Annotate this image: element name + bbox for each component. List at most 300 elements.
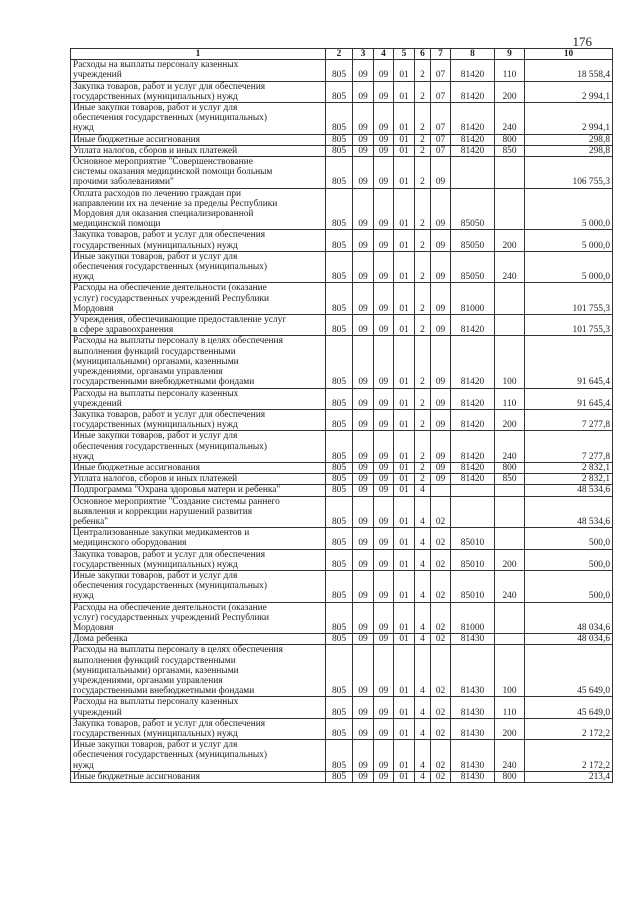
table-row [71, 283, 613, 315]
code-cell-5: 01 [394, 771, 415, 782]
code-cell-4: 09 [374, 431, 394, 463]
amount-cell: 101 755,3 [525, 283, 613, 315]
code-cell-9: 110 [495, 697, 525, 718]
row-name: Закупка товаров, работ и услуг для обеспечения государственных (муниципальных) нужд [71, 81, 326, 102]
code-cell-4: 09 [374, 388, 394, 409]
code-cell-7: 07 [431, 145, 451, 156]
row-name: Расходы на обеспечение деятельности (оказание услуг) государственных учреждений Республики Мордовия [71, 283, 326, 315]
code-cell-2: 805 [326, 634, 353, 645]
code-cell-6: 4 [415, 771, 431, 782]
code-cell-3: 09 [353, 602, 374, 634]
code-cell-2: 805 [326, 528, 353, 549]
code-cell-5: 01 [394, 409, 415, 430]
table-row [71, 336, 613, 388]
row-name: Закупка товаров, работ и услуг для обеспечения государственных (муниципальных) нужд [71, 230, 326, 251]
code-cell-9: 200 [495, 718, 525, 739]
code-cell-2: 805 [326, 60, 353, 81]
code-cell-3: 09 [353, 145, 374, 156]
code-cell-6: 4 [415, 634, 431, 645]
code-cell-7: 02 [431, 740, 451, 772]
code-cell-9: 100 [495, 336, 525, 388]
row-name: Расходы на обеспечение деятельности (оказание услуг) государственных учреждений Республики Мордовия [71, 602, 326, 634]
code-cell-6: 2 [415, 431, 431, 463]
code-cell-3: 09 [353, 81, 374, 102]
code-cell-3: 09 [353, 697, 374, 718]
amount-cell: 5 000,0 [525, 230, 613, 251]
code-cell-8: 81420 [451, 60, 495, 81]
row-name: Централизованные закупки медикаментов и медицинского оборудования [71, 528, 326, 549]
code-cell-9: 200 [495, 409, 525, 430]
code-cell-8: 81420 [451, 81, 495, 102]
table-row [71, 645, 613, 697]
code-cell-2: 805 [326, 718, 353, 739]
code-cell-3: 09 [353, 496, 374, 528]
code-cell-5: 01 [394, 103, 415, 135]
code-cell-5: 01 [394, 528, 415, 549]
column-header-7: 7 [431, 49, 451, 60]
code-cell-9: 240 [495, 103, 525, 135]
code-cell-6: 2 [415, 283, 431, 315]
row-name: Закупка товаров, работ и услуг для обеспечения государственных (муниципальных) нужд [71, 718, 326, 739]
code-cell-9 [495, 602, 525, 634]
code-cell-3: 09 [353, 409, 374, 430]
code-cell-3: 09 [353, 336, 374, 388]
code-cell-6: 2 [415, 315, 431, 336]
code-cell-3: 09 [353, 485, 374, 496]
code-cell-5: 01 [394, 157, 415, 189]
code-cell-7: 09 [431, 336, 451, 388]
amount-cell: 298,8 [525, 134, 613, 145]
code-cell-7: 02 [431, 771, 451, 782]
code-cell-4: 09 [374, 474, 394, 485]
code-cell-3: 09 [353, 188, 374, 230]
code-cell-2: 805 [326, 570, 353, 602]
amount-cell: 2 994,1 [525, 103, 613, 135]
code-cell-6: 2 [415, 409, 431, 430]
table-row [71, 549, 613, 570]
table-row [71, 60, 613, 81]
code-cell-9 [495, 496, 525, 528]
code-cell-5: 01 [394, 718, 415, 739]
code-cell-5: 01 [394, 740, 415, 772]
row-name: Уплата налогов, сборов и иных платежей [71, 145, 326, 156]
code-cell-6: 2 [415, 157, 431, 189]
code-cell-3: 09 [353, 388, 374, 409]
code-cell-2: 805 [326, 474, 353, 485]
code-cell-4: 09 [374, 570, 394, 602]
row-name: Расходы на выплаты персоналу в целях обеспечения выполнения функций государственными (муниципальными) органами, казенными учреждениями, органами управления государственными внебюджетными фондами [71, 336, 326, 388]
code-cell-9: 850 [495, 474, 525, 485]
column-header-5: 5 [394, 49, 415, 60]
table-header-row [71, 49, 613, 60]
row-name: Закупка товаров, работ и услуг для обеспечения государственных (муниципальных) нужд [71, 549, 326, 570]
code-cell-5: 01 [394, 462, 415, 473]
code-cell-9 [495, 283, 525, 315]
code-cell-5: 01 [394, 134, 415, 145]
row-name: Иные бюджетные ассигнования [71, 771, 326, 782]
table-row [71, 771, 613, 782]
table-row [71, 230, 613, 251]
code-cell-4: 09 [374, 283, 394, 315]
code-cell-6: 4 [415, 570, 431, 602]
code-cell-3: 09 [353, 771, 374, 782]
row-name: Расходы на выплаты персоналу казенных учреждений [71, 60, 326, 81]
amount-cell: 101 755,3 [525, 315, 613, 336]
code-cell-5: 01 [394, 431, 415, 463]
code-cell-7: 09 [431, 283, 451, 315]
code-cell-8: 81420 [451, 462, 495, 473]
code-cell-7: 02 [431, 549, 451, 570]
row-name: Основное мероприятие "Создание системы раннего выявления и коррекции нарушений развития ребенка" [71, 496, 326, 528]
code-cell-9: 110 [495, 388, 525, 409]
code-cell-7: 09 [431, 409, 451, 430]
code-cell-9: 800 [495, 462, 525, 473]
code-cell-3: 09 [353, 60, 374, 81]
code-cell-7: 02 [431, 496, 451, 528]
code-cell-2: 805 [326, 134, 353, 145]
code-cell-4: 09 [374, 528, 394, 549]
row-name: Подпрограмма "Охрана здоровья матери и ребенка" [71, 485, 326, 496]
code-cell-2: 805 [326, 103, 353, 135]
row-name: Иные закупки товаров, работ и услуг для обеспечения государственных (муниципальных) нужд [71, 570, 326, 602]
code-cell-2: 805 [326, 771, 353, 782]
code-cell-6: 2 [415, 60, 431, 81]
table-row [71, 431, 613, 463]
table-row [71, 103, 613, 135]
code-cell-5: 01 [394, 496, 415, 528]
row-name: Уплата налогов, сборов и иных платежей [71, 474, 326, 485]
amount-cell: 213,4 [525, 771, 613, 782]
row-name: Расходы на выплаты персоналу казенных учреждений [71, 697, 326, 718]
code-cell-9: 800 [495, 134, 525, 145]
table-row [71, 634, 613, 645]
code-cell-6: 2 [415, 230, 431, 251]
code-cell-5: 01 [394, 634, 415, 645]
code-cell-8: 81420 [451, 145, 495, 156]
code-cell-9: 240 [495, 740, 525, 772]
column-header-9: 9 [495, 49, 525, 60]
code-cell-3: 09 [353, 462, 374, 473]
code-cell-3: 09 [353, 570, 374, 602]
code-cell-7: 09 [431, 315, 451, 336]
amount-cell: 5 000,0 [525, 251, 613, 283]
code-cell-9 [495, 528, 525, 549]
row-name: Иные бюджетные ассигнования [71, 134, 326, 145]
table-row [71, 388, 613, 409]
code-cell-9 [495, 485, 525, 496]
code-cell-2: 805 [326, 157, 353, 189]
code-cell-9: 110 [495, 60, 525, 81]
code-cell-3: 09 [353, 549, 374, 570]
code-cell-5: 01 [394, 697, 415, 718]
code-cell-2: 805 [326, 388, 353, 409]
code-cell-5: 01 [394, 81, 415, 102]
code-cell-2: 805 [326, 431, 353, 463]
code-cell-7: 02 [431, 602, 451, 634]
code-cell-7: 09 [431, 157, 451, 189]
row-name: Расходы на выплаты персоналу казенных учреждений [71, 388, 326, 409]
code-cell-4: 09 [374, 188, 394, 230]
code-cell-8: 81430 [451, 645, 495, 697]
code-cell-2: 805 [326, 645, 353, 697]
code-cell-2: 805 [326, 409, 353, 430]
code-cell-8 [451, 157, 495, 189]
code-cell-4: 09 [374, 103, 394, 135]
code-cell-9: 100 [495, 645, 525, 697]
code-cell-7: 07 [431, 60, 451, 81]
table-row [71, 697, 613, 718]
amount-cell: 91 645,4 [525, 388, 613, 409]
code-cell-4: 09 [374, 740, 394, 772]
table-row [71, 251, 613, 283]
page-number: 176 [572, 34, 592, 49]
code-cell-4: 09 [374, 145, 394, 156]
code-cell-3: 09 [353, 740, 374, 772]
code-cell-2: 805 [326, 81, 353, 102]
row-name: Иные закупки товаров, работ и услуг для обеспечения государственных (муниципальных) нужд [71, 431, 326, 463]
code-cell-2: 805 [326, 315, 353, 336]
code-cell-4: 09 [374, 251, 394, 283]
code-cell-2: 805 [326, 230, 353, 251]
column-header-10: 10 [525, 49, 613, 60]
code-cell-7: 09 [431, 431, 451, 463]
code-cell-7: 02 [431, 645, 451, 697]
code-cell-9: 240 [495, 251, 525, 283]
code-cell-8: 81430 [451, 697, 495, 718]
code-cell-4: 09 [374, 409, 394, 430]
table-row [71, 485, 613, 496]
code-cell-9 [495, 157, 525, 189]
table-row [71, 740, 613, 772]
row-name: Иные закупки товаров, работ и услуг для обеспечения государственных (муниципальных) нужд [71, 251, 326, 283]
code-cell-7: 07 [431, 103, 451, 135]
amount-cell: 2 832,1 [525, 474, 613, 485]
code-cell-2: 805 [326, 485, 353, 496]
code-cell-3: 09 [353, 645, 374, 697]
code-cell-8: 81420 [451, 388, 495, 409]
code-cell-6: 2 [415, 251, 431, 283]
table-row [71, 474, 613, 485]
code-cell-5: 01 [394, 549, 415, 570]
code-cell-5: 01 [394, 485, 415, 496]
code-cell-2: 805 [326, 336, 353, 388]
code-cell-4: 09 [374, 462, 394, 473]
code-cell-3: 09 [353, 230, 374, 251]
code-cell-9: 200 [495, 230, 525, 251]
table-row [71, 134, 613, 145]
budget-table [70, 48, 613, 783]
code-cell-4: 09 [374, 771, 394, 782]
table-row [71, 602, 613, 634]
amount-cell: 7 277,8 [525, 431, 613, 463]
amount-cell: 500,0 [525, 570, 613, 602]
row-name: Расходы на выплаты персоналу в целях обеспечения выполнения функций государственными (муниципальными) органами, казенными учреждениями, органами управления государственными внебюджетными фондами [71, 645, 326, 697]
amount-cell: 48 034,6 [525, 634, 613, 645]
code-cell-8: 85050 [451, 188, 495, 230]
code-cell-2: 805 [326, 188, 353, 230]
code-cell-6: 2 [415, 103, 431, 135]
code-cell-8: 85010 [451, 528, 495, 549]
column-header-2: 2 [326, 49, 353, 60]
code-cell-7: 09 [431, 230, 451, 251]
table-row [71, 188, 613, 230]
code-cell-5: 01 [394, 570, 415, 602]
code-cell-6: 2 [415, 134, 431, 145]
code-cell-8: 85010 [451, 570, 495, 602]
code-cell-5: 01 [394, 251, 415, 283]
amount-cell: 45 649,0 [525, 645, 613, 697]
code-cell-3: 09 [353, 528, 374, 549]
code-cell-4: 09 [374, 549, 394, 570]
code-cell-6: 2 [415, 474, 431, 485]
code-cell-7: 07 [431, 81, 451, 102]
code-cell-7: 02 [431, 570, 451, 602]
code-cell-4: 09 [374, 602, 394, 634]
code-cell-8: 81430 [451, 634, 495, 645]
code-cell-3: 09 [353, 474, 374, 485]
code-cell-6: 2 [415, 462, 431, 473]
code-cell-9 [495, 634, 525, 645]
code-cell-5: 01 [394, 602, 415, 634]
code-cell-7: 09 [431, 462, 451, 473]
code-cell-6: 4 [415, 485, 431, 496]
code-cell-4: 09 [374, 634, 394, 645]
code-cell-3: 09 [353, 634, 374, 645]
code-cell-8 [451, 485, 495, 496]
table-row [71, 718, 613, 739]
table-row [71, 528, 613, 549]
code-cell-3: 09 [353, 103, 374, 135]
code-cell-8: 81420 [451, 474, 495, 485]
row-name: Иные закупки товаров, работ и услуг для обеспечения государственных (муниципальных) нужд [71, 103, 326, 135]
code-cell-5: 01 [394, 60, 415, 81]
code-cell-5: 01 [394, 283, 415, 315]
code-cell-5: 01 [394, 188, 415, 230]
code-cell-6: 2 [415, 81, 431, 102]
column-header-1: 1 [71, 49, 326, 60]
code-cell-4: 09 [374, 157, 394, 189]
code-cell-8: 81420 [451, 409, 495, 430]
code-cell-5: 01 [394, 645, 415, 697]
code-cell-2: 805 [326, 251, 353, 283]
amount-cell: 106 755,3 [525, 157, 613, 189]
amount-cell: 48 534,6 [525, 485, 613, 496]
amount-cell: 2 172,2 [525, 740, 613, 772]
code-cell-4: 09 [374, 645, 394, 697]
code-cell-7: 09 [431, 188, 451, 230]
code-cell-8: 81000 [451, 283, 495, 315]
code-cell-9: 240 [495, 570, 525, 602]
code-cell-9 [495, 315, 525, 336]
code-cell-6: 4 [415, 697, 431, 718]
amount-cell: 7 277,8 [525, 409, 613, 430]
amount-cell: 2 172,2 [525, 718, 613, 739]
code-cell-7: 02 [431, 718, 451, 739]
code-cell-8 [451, 496, 495, 528]
code-cell-6: 4 [415, 645, 431, 697]
row-name: Оплата расходов по лечению граждан при направлении их на лечение за пределы Республики Мордовия для оказания специализированной медицинской помощи [71, 188, 326, 230]
code-cell-8: 81420 [451, 103, 495, 135]
table-row [71, 145, 613, 156]
code-cell-9: 200 [495, 549, 525, 570]
code-cell-6: 2 [415, 388, 431, 409]
table-row [71, 157, 613, 189]
code-cell-9: 240 [495, 431, 525, 463]
code-cell-4: 09 [374, 315, 394, 336]
code-cell-7: 09 [431, 388, 451, 409]
row-name: Иные бюджетные ассигнования [71, 462, 326, 473]
code-cell-7: 07 [431, 134, 451, 145]
code-cell-6: 4 [415, 528, 431, 549]
code-cell-2: 805 [326, 549, 353, 570]
code-cell-8: 81000 [451, 602, 495, 634]
code-cell-3: 09 [353, 315, 374, 336]
table-row [71, 409, 613, 430]
code-cell-4: 09 [374, 718, 394, 739]
code-cell-9: 850 [495, 145, 525, 156]
amount-cell: 91 645,4 [525, 336, 613, 388]
code-cell-7: 02 [431, 697, 451, 718]
code-cell-8: 85050 [451, 251, 495, 283]
code-cell-4: 09 [374, 496, 394, 528]
code-cell-6: 4 [415, 602, 431, 634]
code-cell-8: 81430 [451, 718, 495, 739]
table-row [71, 315, 613, 336]
amount-cell: 45 649,0 [525, 697, 613, 718]
code-cell-3: 09 [353, 718, 374, 739]
table-row [71, 570, 613, 602]
code-cell-8: 81420 [451, 315, 495, 336]
code-cell-9: 200 [495, 81, 525, 102]
row-name: Учреждения, обеспечивающие предоставление услуг в сфере здравоохранения [71, 315, 326, 336]
code-cell-3: 09 [353, 251, 374, 283]
code-cell-4: 09 [374, 697, 394, 718]
amount-cell: 2 832,1 [525, 462, 613, 473]
code-cell-2: 805 [326, 462, 353, 473]
code-cell-2: 805 [326, 697, 353, 718]
row-name: Основное мероприятие "Совершенствование системы оказания медицинской помощи больным прочими заболеваниями" [71, 157, 326, 189]
code-cell-6: 4 [415, 740, 431, 772]
amount-cell: 48 534,6 [525, 496, 613, 528]
code-cell-8: 85010 [451, 549, 495, 570]
amount-cell: 2 994,1 [525, 81, 613, 102]
table-row [71, 462, 613, 473]
column-header-3: 3 [353, 49, 374, 60]
amount-cell: 18 558,4 [525, 60, 613, 81]
column-header-8: 8 [451, 49, 495, 60]
code-cell-5: 01 [394, 474, 415, 485]
amount-cell: 5 000,0 [525, 188, 613, 230]
code-cell-3: 09 [353, 431, 374, 463]
table-row [71, 81, 613, 102]
row-name: Иные закупки товаров, работ и услуг для обеспечения государственных (муниципальных) нужд [71, 740, 326, 772]
code-cell-6: 2 [415, 145, 431, 156]
code-cell-2: 805 [326, 496, 353, 528]
code-cell-5: 01 [394, 145, 415, 156]
column-header-4: 4 [374, 49, 394, 60]
code-cell-4: 09 [374, 485, 394, 496]
amount-cell: 500,0 [525, 549, 613, 570]
code-cell-4: 09 [374, 336, 394, 388]
code-cell-6: 4 [415, 718, 431, 739]
code-cell-4: 09 [374, 134, 394, 145]
code-cell-2: 805 [326, 283, 353, 315]
code-cell-5: 01 [394, 230, 415, 251]
code-cell-5: 01 [394, 336, 415, 388]
code-cell-8: 81430 [451, 740, 495, 772]
code-cell-9: 800 [495, 771, 525, 782]
code-cell-7 [431, 485, 451, 496]
